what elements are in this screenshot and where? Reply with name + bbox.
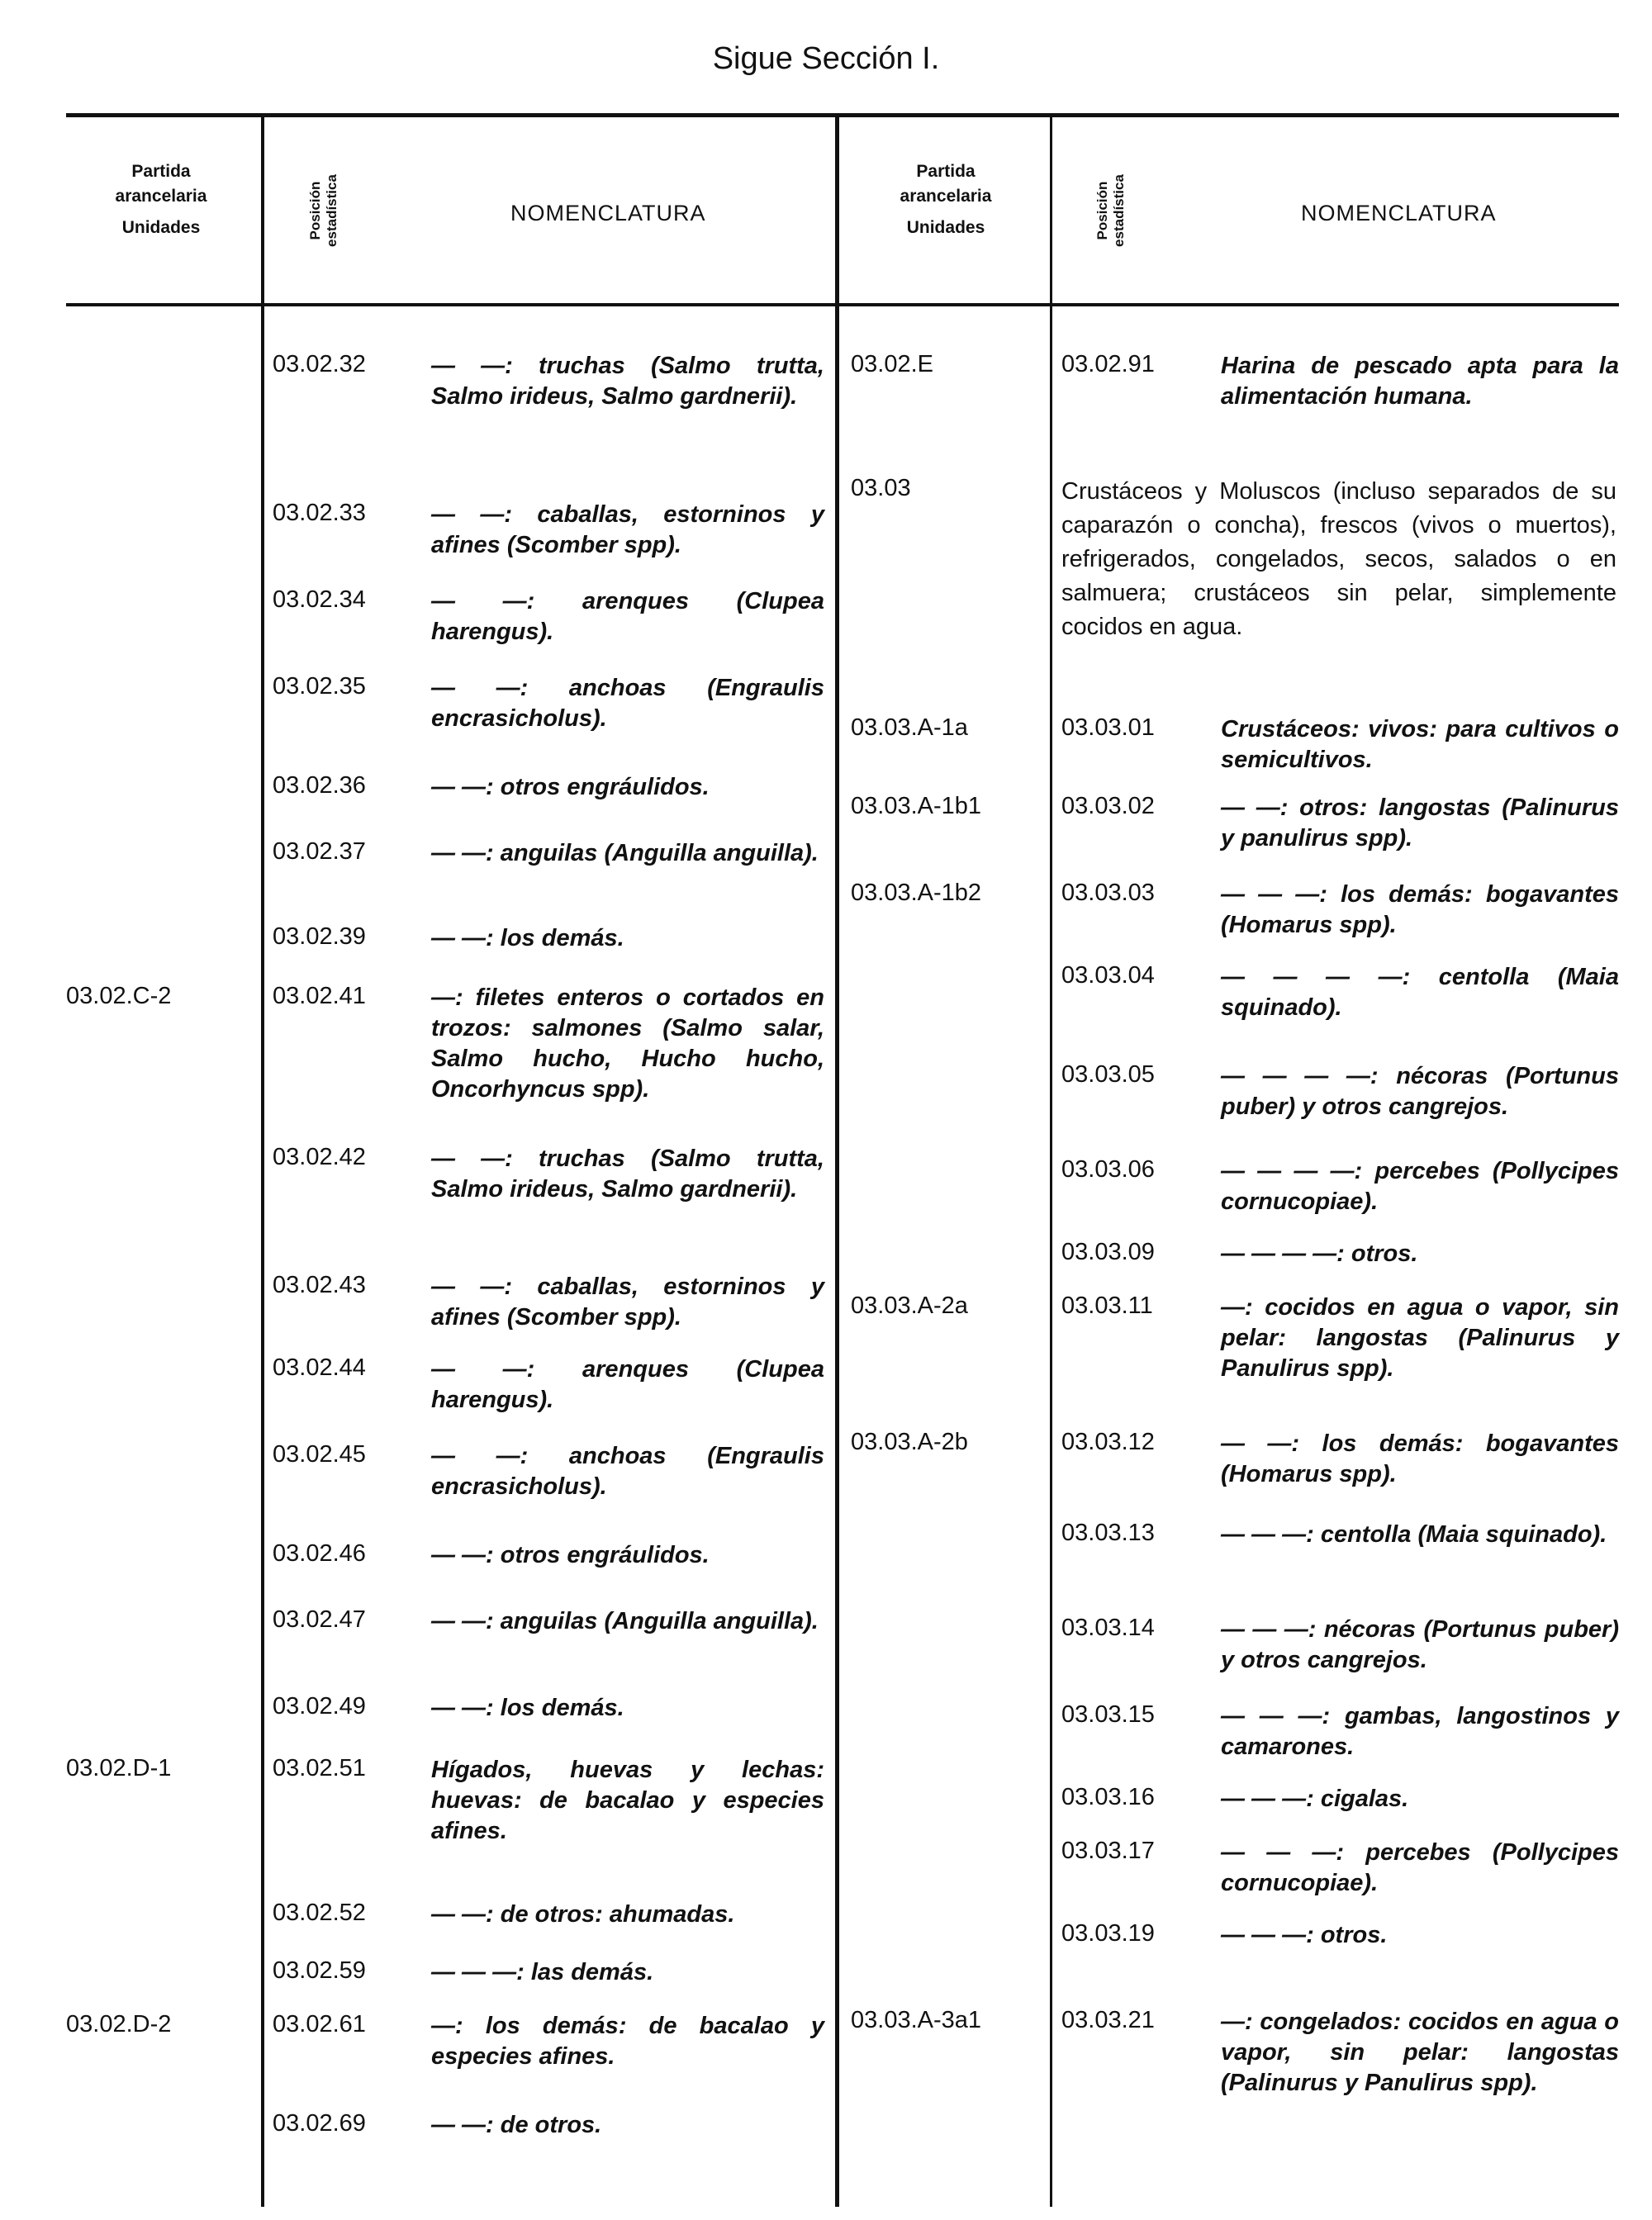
partida-cell: 03.02.D-2	[66, 2011, 172, 2037]
posicion-cell: 03.02.61	[273, 2011, 366, 2037]
posicion-cell: 03.02.59	[273, 1957, 366, 1984]
nomenclatura-cell: — —: los demás.	[431, 925, 624, 951]
nomenclatura-cell: — — —: cigalas.	[1221, 1786, 1409, 1812]
nomenclatura-cell: —: filetes enteros o cortados en trozos: salmones (Salmo salar, Salmo hucho, Hucho hucho, Oncorhyncus spp).	[431, 984, 824, 1103]
posicion-cell: 03.03.04	[1061, 962, 1155, 989]
nomenclatura-cell: — —: anchoas (Engraulis encrasicholus).	[431, 675, 824, 732]
nomenclatura-cell: — — —: percebes (Pollycipes cornucopiae).	[1221, 1839, 1619, 1896]
partida-cell: 03.02.D-1	[66, 1755, 172, 1781]
partida-cell: 03.03.A-1b2	[851, 880, 982, 906]
partida-cell: 03.02.E	[851, 351, 933, 377]
nomenclatura-cell: — —: anchoas (Engraulis encrasicholus).	[431, 1443, 824, 1500]
nomenclatura-cell: — —: anguilas (Anguilla anguilla).	[431, 1608, 819, 1634]
column-divider	[261, 116, 264, 2207]
posicion-cell: 03.03.14	[1061, 1615, 1155, 1641]
posicion-cell: 03.02.34	[273, 586, 366, 613]
nomenclatura-cell: — —: caballas, estorninos y afines (Scomber spp).	[431, 501, 824, 558]
posicion-cell: 03.02.33	[273, 500, 366, 526]
nomenclatura-cell: — —: otros engráulidos.	[431, 774, 710, 800]
nomenclatura-heading: Crustáceos y Moluscos (incluso separados de su caparazón o concha), frescos (vivos o muertos), refrigerados, congelados, secos, salados o en salmuera; crustáceos sin pelar, simplemente cocidos en agua.	[1061, 478, 1616, 640]
nomenclatura-cell: — — —: los demás: bogavantes (Homarus spp).	[1221, 881, 1619, 938]
nomenclatura-cell: — — —: las demás.	[431, 1959, 654, 1985]
posicion-cell: 03.03.05	[1061, 1061, 1155, 1088]
nomenclatura-cell: Harina de pescado apta para la alimentación humana.	[1221, 353, 1619, 410]
nomenclatura-cell: — — —: centolla (Maia squinado).	[1221, 1521, 1607, 1548]
page-title: Sigue Sección I.	[712, 41, 940, 76]
posicion-cell: 03.02.47	[273, 1606, 366, 1633]
column-divider	[835, 116, 839, 2207]
posicion-cell: 03.02.52	[273, 1900, 366, 1926]
nomenclatura-cell: — — —: gambas, langostinos y camarones.	[1221, 1703, 1619, 1760]
header-unidades-label: Unidades	[121, 218, 201, 237]
nomenclatura-cell: —: cocidos en agua o vapor, sin pelar: langostas (Palinurus y Panulirus spp).	[1221, 1294, 1619, 1382]
table-top-rule	[66, 113, 1619, 117]
header-partida	[66, 159, 256, 240]
header-nomenclatura: NOMENCLATURA	[1301, 201, 1497, 225]
posicion-cell: 03.02.32	[273, 351, 366, 377]
nomenclatura-cell: — — — —: nécoras (Portunus puber) y otros cangrejos.	[1221, 1063, 1619, 1120]
partida-cell: 03.03.A-1b1	[851, 793, 982, 819]
header-partida-label: Partida arancelaria	[115, 162, 207, 206]
posicion-cell: 03.03.21	[1061, 2007, 1155, 2033]
nomenclatura-cell: — —: caballas, estorninos y afines (Scomber spp).	[431, 1274, 824, 1331]
partida-cell: 03.02.C-2	[66, 983, 172, 1009]
posicion-cell: 03.02.41	[273, 983, 366, 1009]
nomenclatura-cell: —: los demás: de bacalao y especies afines.	[431, 2013, 824, 2070]
nomenclatura-cell: — —: otros: langostas (Palinurus y panulirus spp).	[1221, 795, 1619, 851]
nomenclatura-cell: —: congelados: cocidos en agua o vapor, sin pelar: langostas (Palinurus y Panulirus spp).	[1221, 2009, 1619, 2096]
nomenclatura-cell: — —: los demás.	[431, 1695, 624, 1721]
nomenclatura-cell: — —: de otros.	[431, 2112, 602, 2138]
posicion-cell: 03.02.44	[273, 1354, 366, 1381]
nomenclatura-cell: — — — —: otros.	[1221, 1240, 1418, 1267]
nomenclatura-cell: Crustáceos: vivos: para cultivos o semicultivos.	[1221, 716, 1619, 773]
posicion-cell: 03.02.51	[273, 1755, 366, 1781]
nomenclatura-cell: — — — —: percebes (Pollycipes cornucopiae).	[1221, 1158, 1619, 1215]
nomenclatura-cell: — — — —: centolla (Maia squinado).	[1221, 964, 1619, 1021]
posicion-cell: 03.02.46	[273, 1540, 366, 1567]
posicion-cell: 03.02.39	[273, 923, 366, 950]
header-partida-label: Partida arancelaria	[900, 162, 992, 206]
posicion-cell: 03.02.43	[273, 1272, 366, 1298]
posicion-cell: 03.02.35	[273, 673, 366, 700]
nomenclatura-cell: — —: truchas (Salmo trutta, Salmo irideus, Salmo gardnerii).	[431, 1146, 824, 1202]
header-unidades-label: Unidades	[906, 218, 985, 237]
partida-cell: 03.03.A-2b	[851, 1429, 968, 1455]
posicion-cell: 03.02.69	[273, 2110, 366, 2137]
nomenclatura-cell: — —: arenques (Clupea harengus).	[431, 1356, 824, 1413]
nomenclatura-cell: Hígados, huevas y lechas: huevas: de bacalao y especies afines.	[431, 1757, 824, 1844]
nomenclatura-cell: — —: anguilas (Anguilla anguilla).	[431, 840, 819, 866]
nomenclatura-cell: — —: los demás: bogavantes (Homarus spp).	[1221, 1430, 1619, 1487]
nomenclatura-cell: — —: otros engráulidos.	[431, 1542, 710, 1568]
posicion-cell: 03.02.49	[273, 1693, 366, 1720]
posicion-cell: 03.02.42	[273, 1144, 366, 1170]
posicion-cell: 03.02.91	[1061, 351, 1155, 377]
posicion-cell: 03.02.45	[273, 1441, 366, 1468]
partida-cell: 03.03.A-3a1	[851, 2007, 982, 2033]
posicion-cell: 03.03.02	[1061, 793, 1155, 819]
nomenclatura-cell: — —: truchas (Salmo trutta, Salmo irideus, Salmo gardnerii).	[431, 353, 824, 410]
column-divider	[1050, 116, 1052, 2207]
nomenclatura-cell: — — —: otros.	[1221, 1922, 1388, 1948]
posicion-cell: 03.03.09	[1061, 1239, 1155, 1265]
nomenclatura-cell: — —: de otros: ahumadas.	[431, 1901, 735, 1928]
header-posicion: Posición estadística	[1094, 174, 1127, 247]
header-partida	[851, 159, 1041, 240]
posicion-cell: 03.03.13	[1061, 1520, 1155, 1546]
nomenclatura-cell: — — —: nécoras (Portunus puber) y otros cangrejos.	[1221, 1616, 1619, 1673]
posicion-cell: 03.02.37	[273, 838, 366, 865]
posicion-cell: 03.03.03	[1061, 880, 1155, 906]
posicion-cell: 03.03.16	[1061, 1784, 1155, 1810]
partida-cell: 03.03.A-2a	[851, 1293, 968, 1319]
header-bottom-rule	[66, 303, 1619, 306]
posicion-cell: 03.03.19	[1061, 1920, 1155, 1947]
nomenclatura-cell: — —: arenques (Clupea harengus).	[431, 588, 824, 645]
header-posicion: Posición estadística	[307, 174, 339, 247]
partida-cell: 03.03.A-1a	[851, 714, 968, 741]
header-nomenclatura: NOMENCLATURA	[510, 201, 706, 225]
posicion-cell: 03.03.17	[1061, 1838, 1155, 1864]
partida-cell: 03.03	[851, 475, 911, 501]
posicion-cell: 03.02.36	[273, 772, 366, 799]
posicion-cell: 03.03.01	[1061, 714, 1155, 741]
posicion-cell: 03.03.12	[1061, 1429, 1155, 1455]
posicion-cell: 03.03.15	[1061, 1701, 1155, 1728]
posicion-cell: 03.03.06	[1061, 1156, 1155, 1183]
posicion-cell: 03.03.11	[1061, 1293, 1153, 1319]
